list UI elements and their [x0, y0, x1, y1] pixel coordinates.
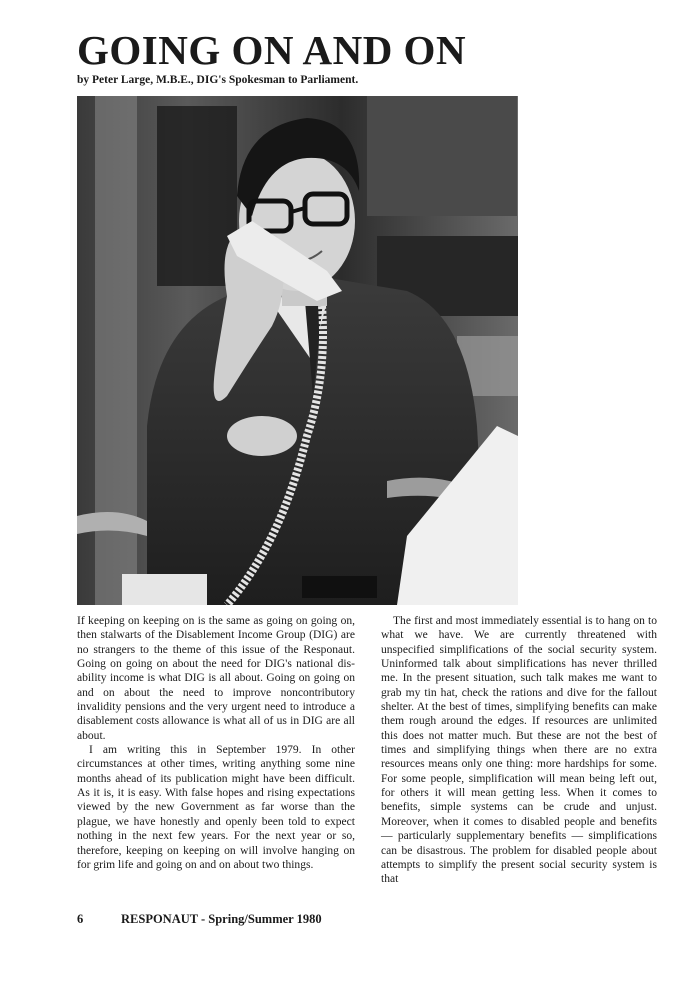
- body-right-column: [381, 614, 657, 887]
- body-paragraph: If keeping on keeping on is the same as going on going on, then stalwarts of the Disablement Income Group (DIG) are no strangers to the theme of this issue of the Responaut. Going on going on about the need for DIG's national disability income is what DIG is all about. Going on going on and on about the need to improve noncontributory invalidity pensions and the very urgent need to introduce a disablement costs allowance is what all of us in DIG are all about.: [77, 615, 355, 742]
- article-photo: [77, 96, 518, 605]
- body-paragraph: I am writing this in September 1979. In other circumstances at other times, writing anything some nine months ahead of its publication might have been difficult. As it is, it is easy. With false hopes and rising expectations viewed by the new Government as far worse than the plague, we have honestly and openly been told to expect nothing in the next few years. For the next year or so, therefore, keeping on keeping on will involve hanging on for grim life and going on and on about two things.: [77, 744, 355, 871]
- page-footer: [77, 912, 322, 927]
- body-paragraph: The first and most immediately essential is to hang on to what we have. We are currently threatened with unspecified simplifications of the social security system. Uninformed talk about simplifications has never thrilled me. In the present situation, such talk makes me want to grab my tin hat, check the rations and dive for the fallout shelter. At the best of times, simplifying benefits can make them rough around the edges. If resources are unlimited this does not matter much. But these are not the best of times and simplifying things when there are no extra resources means only one thing: more hardships for some. For some people, simplification will mean being left out, for others it will mean getting less. When it comes to benefits, simple systems can be crude and unjust. Moreover, when it comes to disabled people and benefits — particularly supplementary benefits — simplifications can be disastrous. The problem for disabled people about attempts to simplify the present social security system is that: [381, 615, 657, 886]
- article-byline: by Peter Large, M.B.E., DIG's Spokesman to Parliament.: [77, 74, 359, 86]
- publication-name: RESPONAUT - Spring/Summer 1980: [121, 912, 322, 926]
- body-left-column: [77, 614, 355, 872]
- article-title: GOING ON AND ON: [77, 27, 467, 73]
- page-number: 6: [77, 912, 84, 926]
